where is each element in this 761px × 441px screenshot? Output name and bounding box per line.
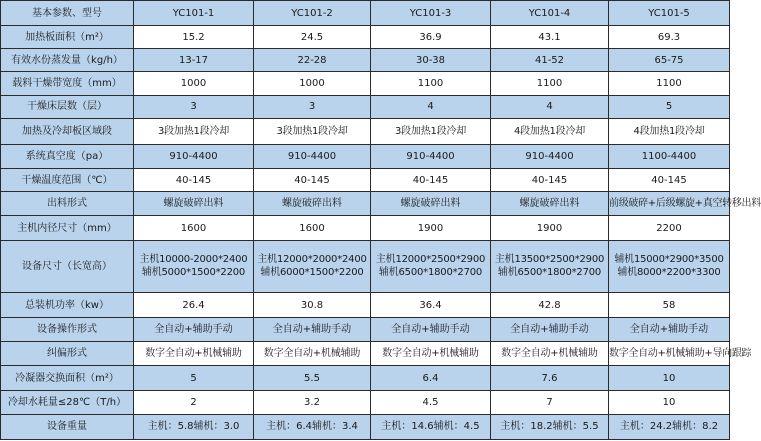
row-label: 载料干燥带宽度（mm）	[1, 72, 134, 95]
table-cell: 910-4400	[491, 144, 609, 168]
row-label: 干燥温度范围（℃）	[1, 169, 134, 192]
table-cell: 40-145	[134, 169, 254, 192]
table-cell: 40-145	[254, 169, 371, 192]
table-cell: 1600	[134, 216, 254, 240]
header-model-2: YC101-2	[254, 1, 371, 26]
row-label: 系统真空度（pa）	[1, 144, 134, 168]
table-cell: 3段加热1段冷却	[371, 118, 491, 144]
table-cell: 全自动+辅助手动	[609, 318, 730, 342]
table-cell: 40-145	[371, 169, 491, 192]
table-cell: 数字全自动+机械辅助	[491, 342, 609, 366]
table-row	[1, 169, 730, 192]
table-cell: 数字全自动+机械辅助	[134, 342, 254, 366]
table-cell: 1100-4400	[609, 144, 730, 168]
table-cell: 65-75	[609, 49, 730, 72]
table-cell	[254, 414, 371, 439]
weight-aux: 辅机：3.0	[193, 421, 240, 433]
table-cell: 3段加热1段冷却	[254, 118, 371, 144]
table-cell: 36.9	[371, 26, 491, 49]
table-cell	[134, 240, 254, 292]
table-cell: 全自动+辅助手动	[254, 318, 371, 342]
table-cell: 26.4	[134, 292, 254, 317]
table-row	[1, 240, 730, 292]
row-label: 出料形式	[1, 192, 134, 216]
table-row	[1, 49, 730, 72]
table-cell: 30-38	[371, 49, 491, 72]
table-cell: 24.5	[254, 26, 371, 49]
row-label: 加热板面积（m²）	[1, 26, 134, 49]
table-cell	[371, 240, 491, 292]
cell-line: 辅机6500*1800*2700	[497, 267, 602, 279]
table-cell: 1100	[371, 72, 491, 95]
table-cell: 螺旋破碎出料	[371, 192, 491, 216]
table-cell: 1100	[609, 72, 730, 95]
table-cell: 10	[609, 366, 730, 390]
table-cell: 6.4	[371, 366, 491, 390]
table-row	[1, 26, 730, 49]
header-model-3: YC101-3	[371, 1, 491, 26]
table-cell: 58	[609, 292, 730, 317]
table-cell: 1900	[371, 216, 491, 240]
cell-line: 辅机6500*1800*2700	[378, 267, 483, 279]
table-cell: 5	[134, 366, 254, 390]
table-row	[1, 216, 730, 240]
table-cell: 30.8	[254, 292, 371, 317]
table-row	[1, 192, 730, 216]
cell-line: 辅机5000*1500*2200	[141, 267, 246, 279]
table-row	[1, 292, 730, 317]
cell-line: 主机13500*2500*2900	[494, 254, 605, 266]
table-cell: 全自动+辅助手动	[371, 318, 491, 342]
table-cell: 3.2	[254, 390, 371, 414]
table-cell: 全自动+辅助手动	[134, 318, 254, 342]
table-cell: 910-4400	[371, 144, 491, 168]
row-label: 干燥床层数（层）	[1, 95, 134, 118]
table-cell: 数字全自动+机械辅助	[371, 342, 491, 366]
table-cell: 3段加热1段冷却	[134, 118, 254, 144]
weight-main: 主机：6.4	[266, 421, 312, 433]
row-label: 设备重量	[1, 414, 134, 439]
cell-line: 辅机8000*2200*3300	[617, 267, 721, 279]
table-cell	[609, 414, 730, 439]
table-cell: 数字全自动+机械辅助	[254, 342, 371, 366]
row-label: 有效水份蒸发量（kg/h）	[1, 49, 134, 72]
table-cell: 15.2	[134, 26, 254, 49]
table-cell: 1900	[491, 216, 609, 240]
table-cell: 4段加热1段冷却	[609, 118, 730, 144]
table-cell: 5	[609, 95, 730, 118]
header-param: 基本参数、型号	[1, 1, 134, 26]
table-cell	[491, 414, 609, 439]
weight-aux: 辅机：5.5	[552, 421, 599, 433]
table-cell: 10	[609, 390, 730, 414]
weight-main: 主机：24.2	[619, 421, 673, 433]
row-label: 冷却水耗量≤28℃（T/h）	[1, 390, 134, 414]
table-cell: 螺旋破碎出料	[491, 192, 609, 216]
table-cell: 42.8	[491, 292, 609, 317]
table-cell: 1100	[491, 72, 609, 95]
table-cell: 40-145	[609, 169, 730, 192]
table-row	[1, 95, 730, 118]
table-cell: 1600	[254, 216, 371, 240]
table-cell	[371, 414, 491, 439]
table-cell	[609, 240, 730, 292]
weight-main: 主机：14.6	[381, 421, 434, 433]
header-model-5: YC101-5	[609, 1, 730, 26]
cell-line: 主机12000*2500*2900	[375, 254, 486, 266]
table-cell: 22-28	[254, 49, 371, 72]
table-cell: 螺旋破碎出料	[134, 192, 254, 216]
cell-line: 辅机6000*1500*2200	[260, 267, 364, 279]
table-row	[1, 144, 730, 168]
table-cell: 5.5	[254, 366, 371, 390]
row-label: 总装机功率（kw）	[1, 292, 134, 317]
table-cell: 7	[491, 390, 609, 414]
table-cell: 2200	[609, 216, 730, 240]
table-cell: 1000	[254, 72, 371, 95]
table-row	[1, 118, 730, 144]
table-cell: 4.5	[371, 390, 491, 414]
table-cell: 2	[134, 390, 254, 414]
table-cell: 4段加热1段冷却	[491, 118, 609, 144]
table-cell: 螺旋破碎出料	[254, 192, 371, 216]
header-row	[1, 1, 730, 26]
table-cell: 69.3	[609, 26, 730, 49]
table-cell: 数字全自动+机械辅助+导向跟踪	[609, 342, 730, 366]
table-cell: 40-145	[491, 169, 609, 192]
table-cell: 910-4400	[254, 144, 371, 168]
table-cell: 36.4	[371, 292, 491, 317]
table-row	[1, 414, 730, 439]
header-model-1: YC101-1	[134, 1, 254, 26]
row-label: 设备操作形式	[1, 318, 134, 342]
header-model-4: YC101-4	[491, 1, 609, 26]
row-label: 设备尺寸（长宽高）	[1, 240, 134, 292]
table-cell: 910-4400	[134, 144, 254, 168]
table-cell: 7.6	[491, 366, 609, 390]
table-cell: 3	[254, 95, 371, 118]
table-row	[1, 72, 730, 95]
table-cell	[134, 414, 254, 439]
weight-aux: 辅机：3.4	[312, 421, 358, 433]
weight-main: 主机：18.2	[500, 421, 553, 433]
table-cell: 13-17	[134, 49, 254, 72]
table-row	[1, 366, 730, 390]
row-label: 加热及冷却板区域段	[1, 118, 134, 144]
row-label: 冷凝器交换面积（m²）	[1, 366, 134, 390]
table-cell: 全自动+辅助手动	[491, 318, 609, 342]
table-cell: 3	[134, 95, 254, 118]
table-cell: 43.1	[491, 26, 609, 49]
row-label: 主机内径尺寸（mm）	[1, 216, 134, 240]
cell-line: 主机12000*2000*2400	[257, 254, 367, 266]
weight-aux: 辅机：4.5	[433, 421, 480, 433]
weight-main: 主机：5.8	[147, 421, 194, 433]
table-cell: 4	[491, 95, 609, 118]
table-cell: 41-52	[491, 49, 609, 72]
weight-aux: 辅机：8.2	[672, 421, 719, 433]
table-row	[1, 390, 730, 414]
table-cell: 4	[371, 95, 491, 118]
table-cell: 1000	[134, 72, 254, 95]
table-cell	[254, 240, 371, 292]
cell-line: 主机10000-2000*2400	[139, 254, 248, 266]
table-row	[1, 318, 730, 342]
table-cell	[491, 240, 609, 292]
table-cell: 前级破碎+后级螺旋+真空转移出料	[609, 192, 730, 216]
row-label: 纠偏形式	[1, 342, 134, 366]
table-row	[1, 342, 730, 366]
cell-line: 辅机15000*2900*3500	[614, 254, 724, 266]
